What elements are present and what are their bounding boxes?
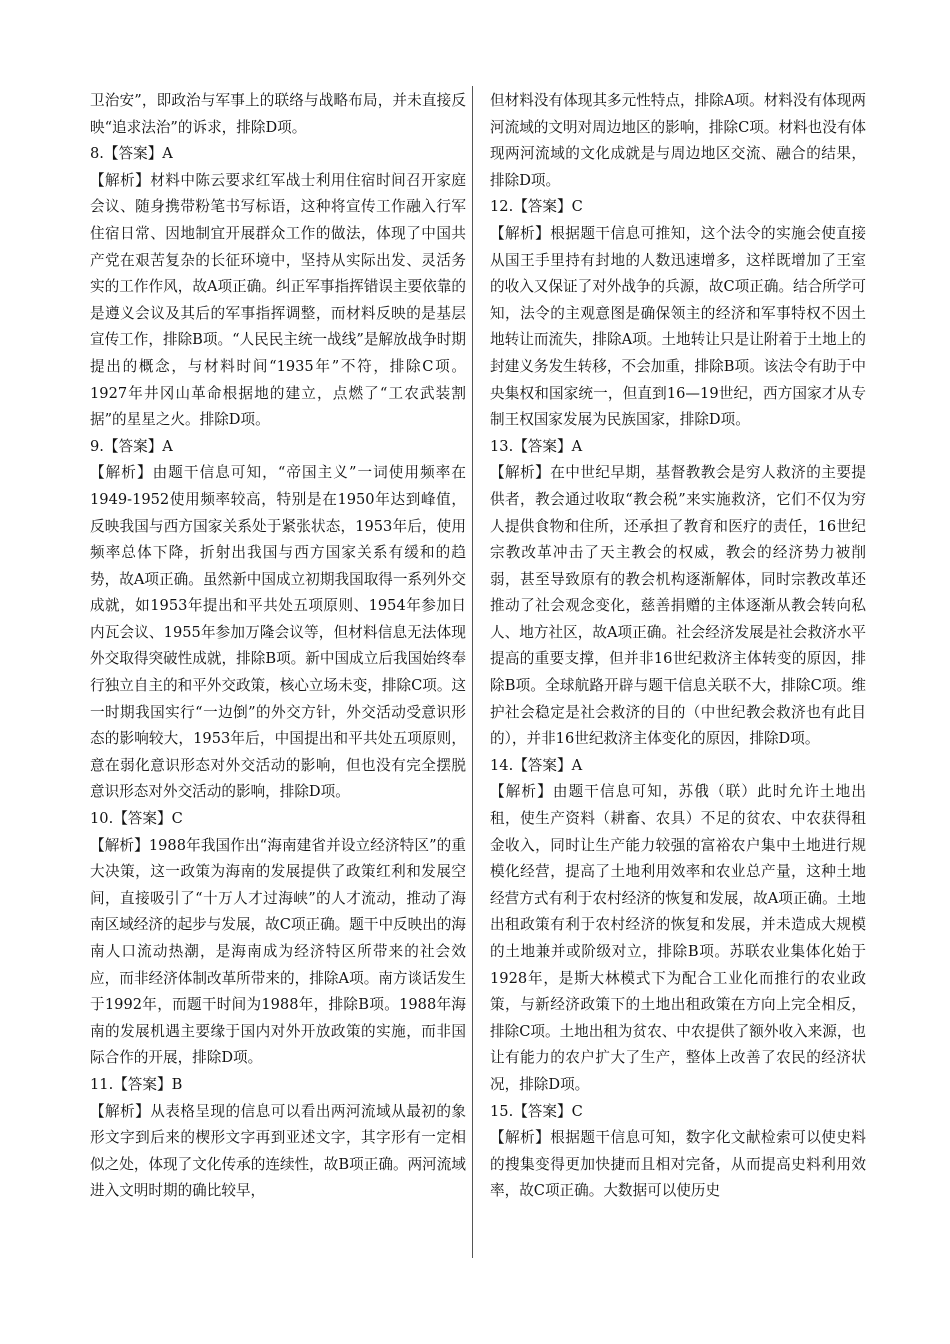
explanation-paragraph: 【解析】材料中陈云要求红军战士利用住宿时间召开家庭会议、随身携带粉笔书写标语，这种将宣传工作融入行军住宿日常、因地制宜开展群众工作的做法，体现了中国共产党在艰苦复杂的长征环境中，坚持从实际出发、灵活务实的工作作风，故A项正确。纠正军事指挥错误主要依靠的是遵义会议及其后的军事指挥调整，而材料反映的是基层宣传工作，排除B项。“人民民主统一战线”是解放战争时期提出的概念，与材料时间“1935年”不符，排除C项。1927年井冈山革命根据地的建立，点燃了“工农武装割据”的星星之火。排除D项。: [90, 171, 466, 429]
explanation-paragraph: 【解析】根据题干信息可知，数字化文献检索可以使史料的搜集变得更加快捷而且相对完备，从而提高史料利用效率，故C项正确。大数据可以使历史: [490, 1129, 866, 1200]
explanation-paragraph: 【解析】在中世纪早期，基督教教会是穷人救济的主要提供者，教会通过收取“教会税”来实施救济，它们不仅为穷人提供食物和住所，还承担了教育和医疗的责任，16世纪宗教改革冲击了天主教会的权威，教会的经济势力被削弱，甚至导致原有的教会机构逐渐解体，同时宗教改革还推动了社会观念变化，慈善捐赠的主体逐渐从教会转向私人、地方社区，故A项正确。社会经济发展是社会救济水平提高的重要支撑，但并非16世纪救济主体转变的原因，排除B项。全球航路开辟与题干信息关联不大，排除C项。维护社会稳定是社会救济的目的（中世纪教会救济也有此目的），并非16世纪救济主体变化的原因，排除D项。: [490, 464, 866, 748]
answer-label: 12.【答案】C: [490, 198, 583, 216]
explanation-paragraph: 【解析】由题干信息可知，“帝国主义”一词使用频率在1949-1952使用频率较高，特别是在1950年达到峰值，反映我国与西方国家关系处于紧张状态，1953年后，使用频率总体下降，折射出我国与西方国家关系有缓和的趋势，故A项正确。虽然新中国成立初期我国取得一系列外交成就，如1953年提出和平共处五项原则、1954年参加日内瓦会议、1955年参加万隆会议等，但材料信息无法体现外交取得突破性成就，排除B项。新中国成立后我国始终奉行独立自主的和平外交政策，核心立场未变，排除C项。这一时期我国实行“一边倒”的外交方针，外交活动受意识形态的影响较大，1953年后，中国提出和平共处五项原则，意在弱化意识形态对外交活动的影响，但也没有完全摆脱意识形态对外交活动的影响，排除D项。: [90, 464, 466, 801]
explanation-paragraph: 【解析】从表格呈现的信息可以看出两河流域从最初的象形文字到后来的楔形文字再到亚述文字，其字形有一定相似之处，体现了文化传承的连续性，故B项正确。两河流域进入文明时期的确比较早，: [90, 1102, 466, 1200]
answer-label: 13.【答案】A: [490, 437, 583, 455]
explanation-paragraph: 【解析】由题干信息可知，苏俄（联）此时允许土地出租，使生产资料（耕畜、农具）不足的贫农、中农获得租金收入，同时让生产能力较强的富裕农户集中土地进行规模化经营，提高了土地利用效率和农业总产量，这种土地经营方式有利于农村经济的恢复和发展，故A项正确。土地出租政策有利于农村经济的恢复和发展，并未造成大规模的土地兼并或阶级对立，排除B项。苏联农业集体化始于1928年，是斯大林模式下为配合工业化而推行的农业政策，与新经济政策下的土地出租政策在方向上完全相反，排除C项。土地出租为贫农、中农提供了额外收入来源，也让有能力的农户扩大了生产，整体上改善了农民的经济状况，排除D项。: [490, 783, 866, 1093]
explanation-paragraph: 【解析】1988年我国作出“海南建省并设立经济特区”的重大决策，这一政策为海南的发展提供了政策红利和发展空间，直接吸引了“十万人才过海峡”的人才流动，推动了海南区域经济的起步与发展，故C项正确。题干中反映出的海南人口流动热潮，是海南成为经济特区所带来的社会效应，而非经济体制改革所带来的，排除A项。南方谈话发生于1992年，而题干时间为1988年，排除B项。1988年海南的发展机遇主要缘于国内对外开放政策的实施，而非国际合作的开展，排除D项。: [90, 836, 466, 1067]
right-column: [490, 88, 866, 1268]
explanation-paragraph: 【解析】根据题干信息可推知，这个法令的实施会使直接从国王手里持有封地的人数迅速增多，这样既增加了王室的收入又保证了对外战争的兵源，故C项正确。结合所学可知，法令的主观意图是确保领主的经济和军事特权不因土地转让而流失，排除A项。土地转让只是让附着于土地上的封建义务发生转移，不会加重，排除B项。该法令有助于中央集权和国家统一，但直到16—19世纪，西方国家才从专制王权国家发展为民族国家，排除D项。: [490, 224, 866, 429]
answer-label: 8.【答案】A: [90, 145, 173, 163]
explanation-paragraph: 卫治安”，即政治与军事上的联络与战略布局，并未直接反映“追求法治”的诉求，排除D项。: [90, 92, 466, 136]
answer-label: 14.【答案】A: [490, 756, 583, 774]
explanation-paragraph: 但材料没有体现其多元性特点，排除A项。材料没有体现两河流域的文明对周边地区的影响，排除C项。材料也没有体现两河流域的文化成就是与周边地区交流、融合的结果，排除D项。: [490, 92, 866, 189]
answer-label: 9.【答案】A: [90, 437, 173, 455]
answer-label: 10.【答案】C: [90, 810, 183, 828]
column-divider: [472, 86, 473, 1258]
left-column: [90, 88, 466, 1268]
answer-label: 15.【答案】C: [490, 1102, 583, 1120]
answer-label: 11.【答案】B: [90, 1075, 183, 1093]
